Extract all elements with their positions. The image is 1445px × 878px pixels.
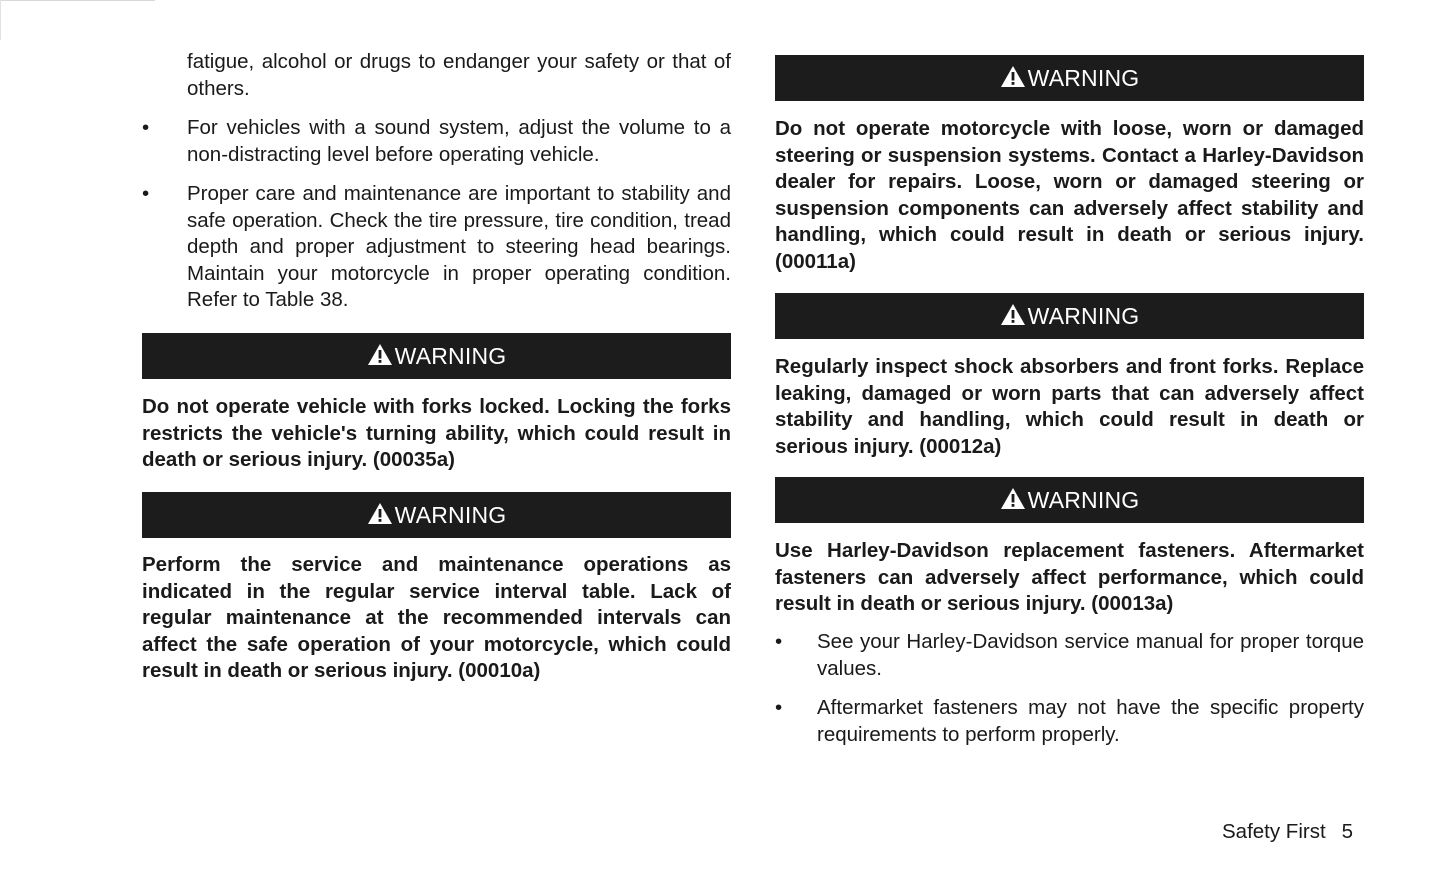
warning-triangle-icon (1000, 303, 1026, 326)
scan-edge-mark (0, 0, 155, 1)
warning-banner: WARNING (775, 293, 1364, 339)
warning-text: Do not operate motorcycle with loose, worn or damaged steering or suspension systems. Contact a Harley-Davidson dealer for repairs. Loose, worn or damaged steering or suspension components can adversely affect stability and handling, which could result in death or serious injury. (00011a) (775, 117, 1364, 273)
warning-triangle-icon (1000, 65, 1026, 88)
bullet-icon: • (775, 630, 783, 653)
scan-edge-line (0, 0, 1, 40)
warning-banner: WARNING (142, 333, 731, 379)
warning-text: Use Harley-Davidson replacement fasteners. Aftermarket fasteners can adversely affect performance, which could result in death or serious injury. (00013a) (775, 539, 1364, 615)
warning-triangle-icon (367, 502, 393, 525)
warning-banner: WARNING (775, 477, 1364, 523)
list-item: • See your Harley-Davidson service manual for proper torque values. (775, 630, 1364, 680)
warning-text: Regularly inspect shock absorbers and front forks. Replace leaking, damaged or worn parts that can adversely affect stability and handling, which could result in death or serious injury. (00012a) (775, 355, 1364, 458)
list-item: • Proper care and maintenance are important to stability and safe operation. Check the tire pressure, tire condition, tread depth and proper adjustment to steering head bearings. Maintain your motorcycle in proper operating condition. Refer to Table 38. (142, 182, 731, 311)
warning-triangle-icon (367, 343, 393, 366)
page-number: 5 (1341, 820, 1354, 843)
warning-text: Do not operate vehicle with forks locked. Locking the forks restricts the vehicle's turning ability, which could result in death or serious injury. (00035a) (142, 395, 731, 471)
warning-banner: WARNING (142, 492, 731, 538)
warning-triangle-icon (1000, 487, 1026, 510)
list-item: • Aftermarket fasteners may not have the specific property requirements to perform properly. (775, 696, 1364, 746)
bullet-icon: • (142, 182, 150, 205)
list-item: • For vehicles with a sound system, adjust the volume to a non-distracting level before operating vehicle. (142, 116, 731, 166)
warning-banner: WARNING (775, 55, 1364, 101)
page-footer (1222, 820, 1353, 844)
section-title: Safety First (1222, 820, 1326, 843)
bullet-icon: • (775, 696, 783, 719)
continued-paragraph: fatigue, alcohol or drugs to endanger your safety or that of others. (187, 50, 731, 100)
warning-text: Perform the service and maintenance operations as indicated in the regular service interval table. Lack of regular maintenance at the recommended intervals can affect the safe operation of your motorcycle, which could result in death or serious injury. (00010a) (142, 553, 731, 682)
bullet-icon: • (142, 116, 150, 139)
